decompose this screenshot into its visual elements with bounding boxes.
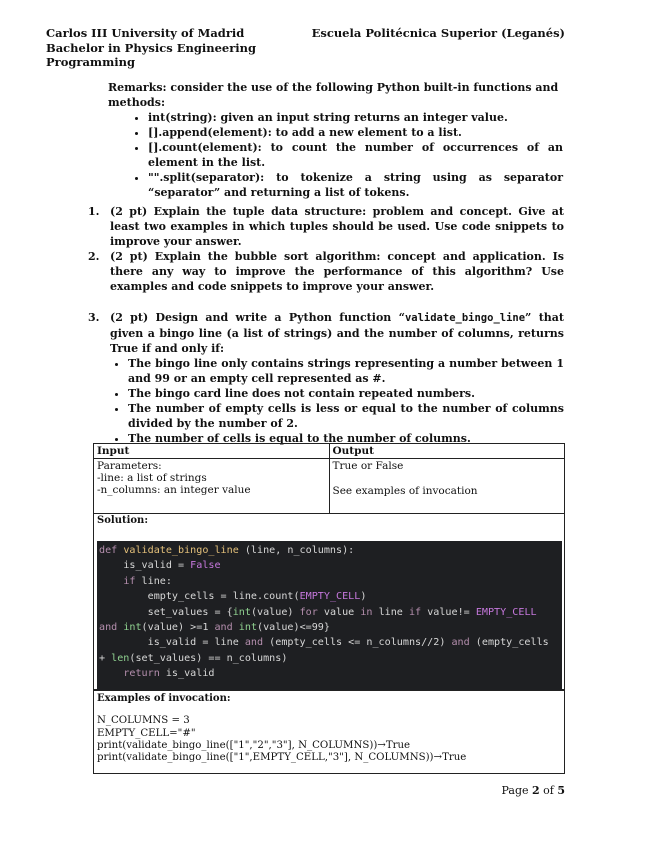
- input-cell: [94, 459, 330, 514]
- code-text: is_valid: [159, 668, 215, 680]
- example-line: print(validate_bingo_line(["1","2","3"], N_COLUMNS))→True: [97, 739, 411, 751]
- code-line: [99, 589, 560, 604]
- input-line: Parameters:: [97, 460, 162, 472]
- question-2: [90, 249, 564, 294]
- code-text: (set_values) == n_columns): [129, 652, 288, 664]
- input-line: -n_columns: an integer value: [97, 484, 251, 496]
- input-line: -line: a list of strings: [97, 472, 207, 484]
- remarks-block: [108, 80, 563, 200]
- solution-section: [93, 511, 565, 690]
- course-name: Programming: [46, 55, 136, 69]
- output-line: [333, 472, 562, 485]
- code-builtin: int: [123, 622, 142, 634]
- university-name: Carlos III University of Madrid: [46, 26, 245, 40]
- question-text: [110, 310, 564, 356]
- code-constant: EMPTY_CELL: [475, 606, 537, 618]
- question-1: [90, 204, 564, 249]
- code-keyword: and: [244, 637, 264, 649]
- io-table: [93, 443, 565, 514]
- question-text-after: ” that given a bingo line (a list of strings) and the number of columns, returns True if and only if:: [110, 311, 564, 355]
- code-text: (empty_cells <= n_columns//2): [263, 637, 452, 649]
- total-pages: 5: [557, 784, 565, 797]
- code-block: [97, 541, 562, 690]
- example-line: EMPTY_CELL="#": [97, 727, 196, 739]
- code-keyword: and: [99, 622, 118, 634]
- code-text: (value)<=99}: [257, 622, 330, 634]
- code-constant: False: [190, 560, 221, 572]
- code-text: value: [317, 606, 361, 618]
- code-line: [99, 651, 560, 666]
- code-line: [99, 543, 560, 558]
- code-constant: EMPTY_CELL: [299, 591, 361, 603]
- code-keyword: for: [299, 606, 318, 618]
- examples-label: Examples of invocation:: [97, 693, 231, 704]
- code-text: (value): [250, 606, 300, 618]
- requirement-item: • The bingo card line does not contain repeated numbers.: [128, 386, 564, 401]
- code-text: is_valid =: [123, 560, 191, 572]
- code-line: [99, 666, 560, 681]
- requirement-item: • The number of empty cells is less or equal to the number of columns divided by the number of 2.: [128, 401, 564, 431]
- code-text: value!=: [421, 606, 476, 618]
- page-prefix: Page: [501, 784, 532, 797]
- question-3: [90, 310, 564, 446]
- header-left: [46, 26, 256, 70]
- code-text: line: [372, 606, 409, 618]
- solution-label: Solution:: [97, 515, 149, 526]
- code-text: is_valid = line: [147, 637, 245, 649]
- question-number: 2.: [88, 250, 100, 263]
- remark-item: • [].count(element): to count the number of occurrences of an element in the list.: [148, 140, 563, 170]
- remark-item: • [].append(element): to add a new element to a list.: [148, 125, 563, 140]
- code-line: [99, 635, 560, 650]
- question-text-before: (2 pt) Design and write a Python function “: [110, 311, 405, 324]
- page-number: [501, 784, 565, 797]
- code-keyword: and: [214, 622, 233, 634]
- code-keyword: return: [123, 668, 160, 680]
- school-name: Escuela Politécnica Superior (Leganés): [311, 26, 565, 40]
- code-text: ): [360, 591, 367, 603]
- code-text: (empty_cells: [469, 637, 549, 649]
- output-line: True or False: [332, 460, 404, 472]
- code-keyword: in: [360, 606, 373, 618]
- code-function-name: validate_bingo_line: [123, 545, 239, 556]
- requirement-item: • The number of cells is equal to the number of columns.: [128, 431, 564, 446]
- code-keyword: def: [99, 545, 118, 556]
- output-line: See examples of invocation: [332, 485, 478, 497]
- requirements-list: [90, 356, 564, 446]
- degree-name: Bachelor in Physics Engineering: [46, 40, 257, 55]
- requirement-item: • The bingo line only contains strings representing a number between 1 and 99 or an empty cell represented as #.: [128, 356, 564, 386]
- output-cell: [329, 459, 565, 514]
- code-builtin: len: [111, 652, 130, 664]
- output-header: Output: [329, 444, 565, 459]
- remark-item: • int(string): given an input string returns an integer value.: [148, 110, 563, 125]
- code-keyword: if: [123, 575, 136, 587]
- remarks-list: [108, 110, 563, 200]
- code-line: [99, 558, 560, 573]
- code-text: line:: [135, 575, 172, 587]
- code-line: [99, 605, 560, 620]
- remark-item: • "".split(separator): to tokenize a string using as separator “separator” and returning a list of tokens.: [148, 170, 563, 200]
- function-name: validate_bingo_line: [404, 312, 526, 324]
- code-builtin: int: [238, 622, 258, 634]
- question-text: (2 pt) Explain the bubble sort algorithm: concept and application. Is there any way to improve the performance of this algorithm? Use examples and code snippets to improve your answer.: [110, 250, 564, 293]
- question-number: 1.: [88, 205, 100, 218]
- code-text: (value) >=1: [141, 622, 215, 634]
- example-line: N_COLUMNS = 3: [97, 715, 190, 727]
- input-header: Input: [94, 444, 330, 459]
- example-line: print(validate_bingo_line(["1",EMPTY_CELL,"3"], N_COLUMNS))→True: [97, 752, 467, 764]
- question-text: (2 pt) Explain the tuple data structure: problem and concept. Give at least two examples in which tuples should be used. Use code snippets to improve your answer.: [110, 205, 564, 248]
- code-line: [99, 620, 560, 635]
- code-builtin: int: [232, 606, 251, 618]
- examples-section: [93, 690, 565, 774]
- code-keyword: and: [451, 637, 470, 649]
- code-text: set_values = {: [147, 606, 233, 618]
- code-text: (line, n_columns):: [238, 545, 355, 556]
- code-text: empty_cells = line.count(: [147, 591, 300, 603]
- code-text: +: [99, 652, 112, 664]
- page-of: of: [539, 784, 558, 797]
- code-line: [99, 574, 560, 589]
- current-page: 2: [532, 784, 540, 797]
- question-number: 3.: [88, 311, 100, 324]
- code-keyword: if: [408, 606, 422, 618]
- remarks-intro: Remarks: consider the use of the following Python built-in functions and methods:: [108, 81, 559, 109]
